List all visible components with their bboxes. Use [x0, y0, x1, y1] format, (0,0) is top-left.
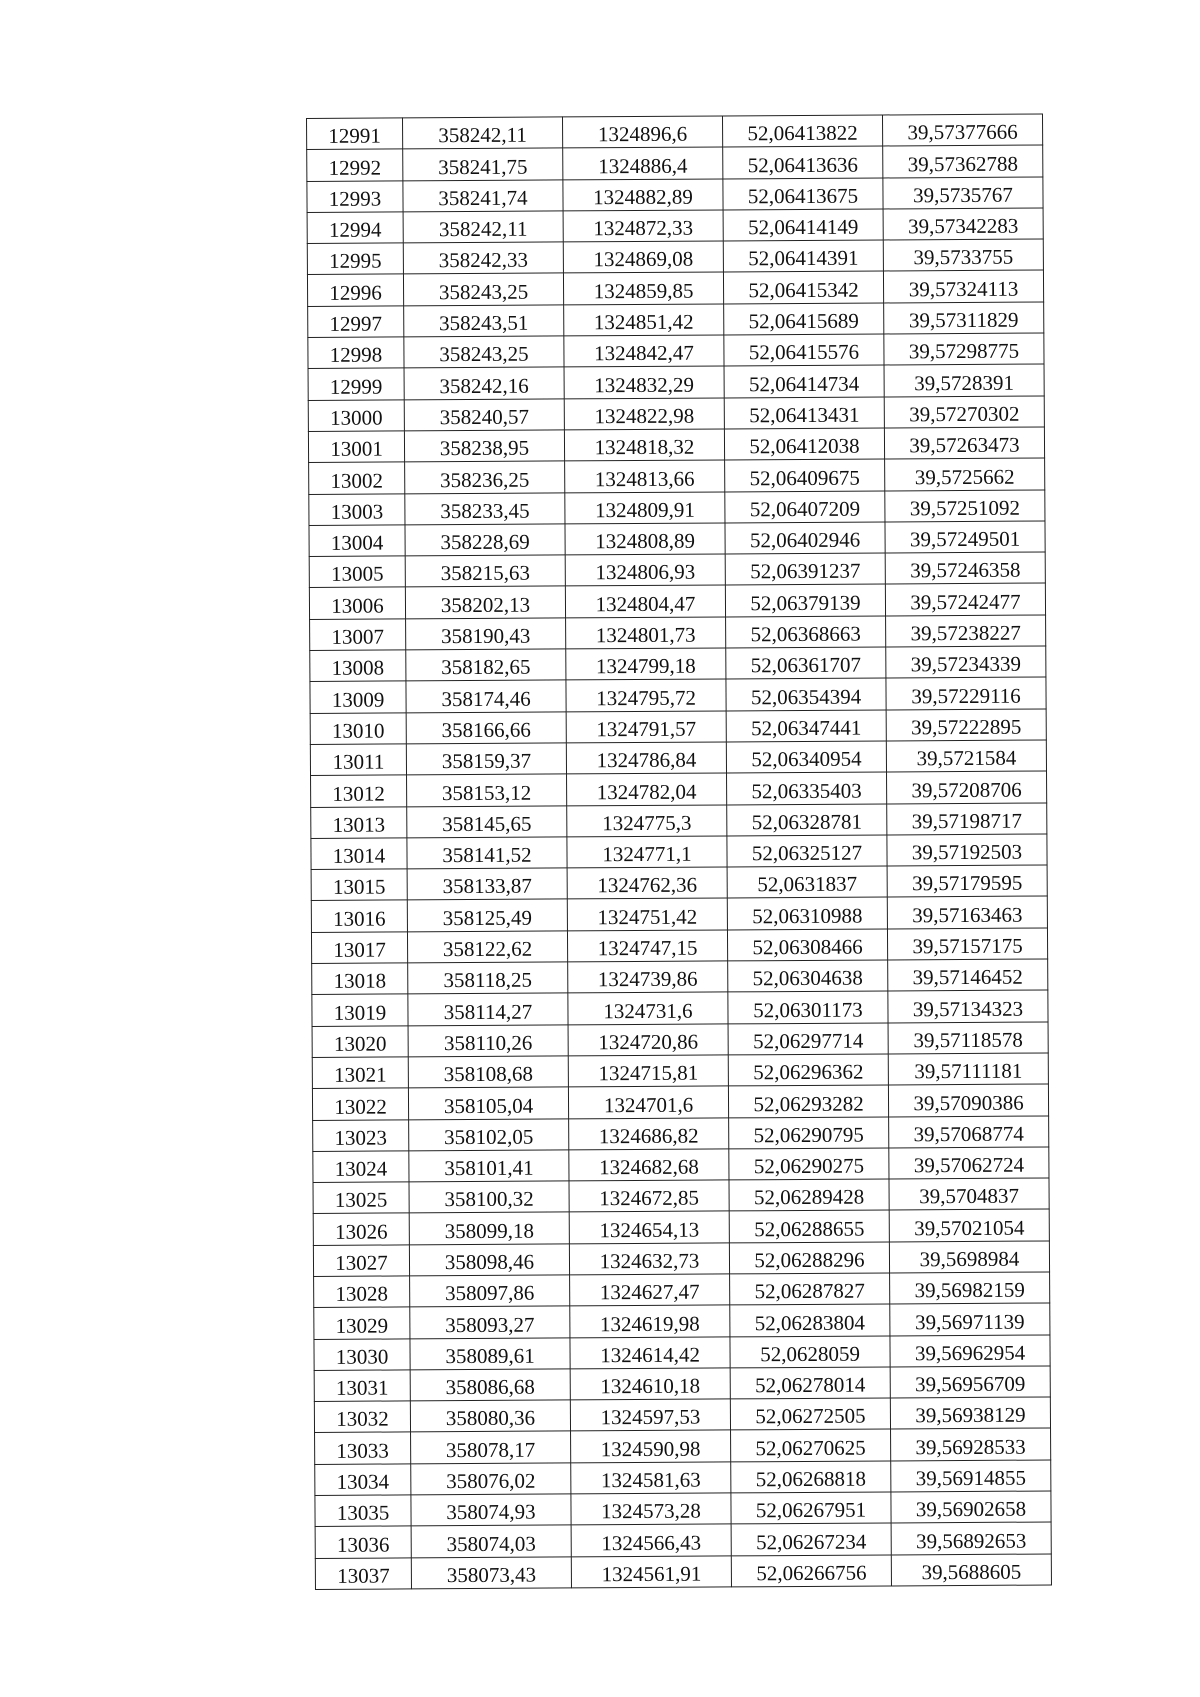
longitude-cell: 39,57192503: [887, 834, 1047, 866]
x-coordinate-cell: 358108,68: [408, 1056, 568, 1088]
latitude-cell: 52,06407209: [725, 491, 885, 523]
y-coordinate-cell: 1324786,84: [566, 742, 726, 774]
table-row: [315, 1522, 1051, 1558]
x-coordinate-cell: 358243,51: [404, 305, 564, 337]
x-coordinate-cell: 358089,61: [410, 1337, 570, 1369]
y-coordinate-cell: 1324720,86: [568, 1024, 728, 1056]
point-number-cell: 13011: [310, 744, 406, 776]
x-coordinate-cell: 358125,49: [407, 899, 567, 931]
longitude-cell: 39,57068774: [889, 1115, 1049, 1147]
table-row: [310, 740, 1046, 776]
y-coordinate-cell: 1324809,91: [565, 492, 725, 524]
longitude-cell: 39,57118578: [888, 1022, 1048, 1054]
coordinates-table: [306, 113, 1052, 1589]
longitude-cell: 39,57234339: [886, 646, 1046, 678]
y-coordinate-cell: 1324610,18: [570, 1368, 730, 1400]
longitude-cell: 39,57263473: [884, 427, 1044, 459]
x-coordinate-cell: 358202,13: [405, 586, 565, 618]
table-row: [309, 458, 1045, 494]
latitude-cell: 52,06304638: [728, 960, 888, 992]
x-coordinate-cell: 358243,25: [404, 336, 564, 368]
table-row: [311, 865, 1047, 901]
y-coordinate-cell: 1324859,85: [563, 272, 723, 304]
longitude-cell: 39,57251092: [885, 490, 1045, 522]
latitude-cell: 52,06413822: [722, 115, 882, 147]
longitude-cell: 39,57134323: [888, 990, 1048, 1022]
longitude-cell: 39,57238227: [886, 615, 1046, 647]
latitude-cell: 52,06296362: [728, 1054, 888, 1086]
point-number-cell: 13028: [314, 1276, 410, 1308]
point-number-cell: 13008: [310, 650, 406, 682]
table-row: [311, 771, 1047, 807]
point-number-cell: 13000: [308, 400, 404, 432]
table-row: [315, 1491, 1051, 1527]
table-row: [308, 302, 1044, 338]
y-coordinate-cell: 1324832,29: [564, 366, 724, 398]
longitude-cell: 39,57111181: [888, 1053, 1048, 1085]
latitude-cell: 52,06310988: [727, 897, 887, 929]
y-coordinate-cell: 1324886,4: [563, 147, 723, 179]
x-coordinate-cell: 358241,75: [403, 148, 563, 180]
latitude-cell: 52,06414391: [723, 240, 883, 272]
table-row: [310, 615, 1046, 651]
table-row: [311, 896, 1047, 932]
x-coordinate-cell: 358242,16: [404, 367, 564, 399]
point-number-cell: 13032: [314, 1401, 410, 1433]
point-number-cell: 13035: [315, 1495, 411, 1527]
latitude-cell: 52,06289428: [729, 1179, 889, 1211]
latitude-cell: 52,06415576: [724, 334, 884, 366]
latitude-cell: 52,06278014: [730, 1367, 890, 1399]
table-row: [308, 333, 1044, 369]
longitude-cell: 39,56928533: [891, 1428, 1051, 1460]
latitude-cell: 52,06414734: [724, 365, 884, 397]
latitude-cell: 52,06335403: [727, 772, 887, 804]
latitude-cell: 52,06290275: [729, 1148, 889, 1180]
table-row: [307, 114, 1043, 150]
y-coordinate-cell: 1324771,1: [567, 836, 727, 868]
latitude-cell: 52,06379139: [725, 584, 885, 616]
longitude-cell: 39,56962954: [890, 1335, 1050, 1367]
table-row: [309, 583, 1045, 619]
longitude-cell: 39,56971139: [890, 1303, 1050, 1335]
x-coordinate-cell: 358118,25: [408, 962, 568, 994]
latitude-cell: 52,0628059: [730, 1336, 890, 1368]
y-coordinate-cell: 1324808,89: [565, 523, 725, 555]
y-coordinate-cell: 1324566,43: [571, 1524, 731, 1556]
table-row: [310, 646, 1046, 682]
table-row: [307, 270, 1043, 306]
point-number-cell: 13009: [310, 681, 406, 713]
latitude-cell: 52,06270625: [731, 1429, 891, 1461]
x-coordinate-cell: 358114,27: [408, 993, 568, 1025]
x-coordinate-cell: 358228,69: [405, 524, 565, 556]
point-number-cell: 13021: [312, 1057, 408, 1089]
longitude-cell: 39,56938129: [890, 1397, 1050, 1429]
longitude-cell: 39,57246358: [885, 552, 1045, 584]
table-row: [315, 1428, 1051, 1464]
longitude-cell: 39,56956709: [890, 1366, 1050, 1398]
table-row: [312, 1084, 1048, 1120]
y-coordinate-cell: 1324654,13: [569, 1211, 729, 1243]
latitude-cell: 52,06268818: [731, 1461, 891, 1493]
table-row: [315, 1554, 1051, 1590]
point-number-cell: 13003: [309, 493, 405, 525]
latitude-cell: 52,06328781: [727, 803, 887, 835]
table-row: [309, 490, 1045, 526]
y-coordinate-cell: 1324851,42: [564, 304, 724, 336]
point-number-cell: 13025: [313, 1182, 409, 1214]
point-number-cell: 13005: [309, 556, 405, 588]
y-coordinate-cell: 1324581,63: [571, 1462, 731, 1494]
longitude-cell: 39,57324113: [883, 270, 1043, 302]
latitude-cell: 52,06288655: [729, 1210, 889, 1242]
longitude-cell: 39,56902658: [891, 1491, 1051, 1523]
point-number-cell: 13029: [314, 1307, 410, 1339]
x-coordinate-cell: 358086,68: [410, 1369, 570, 1401]
y-coordinate-cell: 1324715,81: [568, 1055, 728, 1087]
x-coordinate-cell: 358153,12: [407, 774, 567, 806]
point-number-cell: 13024: [313, 1151, 409, 1183]
point-number-cell: 13020: [312, 1026, 408, 1058]
y-coordinate-cell: 1324739,86: [568, 961, 728, 993]
table-row: [313, 1115, 1049, 1151]
point-number-cell: 13019: [312, 994, 408, 1026]
point-number-cell: 13015: [311, 869, 407, 901]
longitude-cell: 39,57163463: [887, 896, 1047, 928]
longitude-cell: 39,57157175: [887, 928, 1047, 960]
y-coordinate-cell: 1324597,53: [570, 1399, 730, 1431]
x-coordinate-cell: 358074,03: [411, 1525, 571, 1557]
latitude-cell: 52,06267951: [731, 1492, 891, 1524]
table-row: [307, 208, 1043, 244]
point-number-cell: 12997: [308, 306, 404, 338]
point-number-cell: 13036: [315, 1526, 411, 1558]
y-coordinate-cell: 1324801,73: [566, 617, 726, 649]
y-coordinate-cell: 1324806,93: [565, 554, 725, 586]
x-coordinate-cell: 358141,52: [407, 837, 567, 869]
point-number-cell: 13018: [312, 963, 408, 995]
x-coordinate-cell: 358101,41: [409, 1150, 569, 1182]
latitude-cell: 52,06347441: [726, 710, 886, 742]
table-row: [314, 1335, 1050, 1371]
y-coordinate-cell: 1324747,15: [567, 930, 727, 962]
x-coordinate-cell: 358215,63: [405, 555, 565, 587]
y-coordinate-cell: 1324573,28: [571, 1493, 731, 1525]
latitude-cell: 52,0631837: [727, 866, 887, 898]
longitude-cell: 39,57208706: [887, 771, 1047, 803]
table-row: [313, 1209, 1049, 1245]
longitude-cell: 39,57062724: [889, 1147, 1049, 1179]
latitude-cell: 52,06308466: [727, 929, 887, 961]
x-coordinate-cell: 358190,43: [406, 618, 566, 650]
x-coordinate-cell: 358243,25: [403, 273, 563, 305]
coordinates-table-body: [307, 114, 1052, 1589]
y-coordinate-cell: 1324731,6: [568, 992, 728, 1024]
latitude-cell: 52,06287827: [730, 1273, 890, 1305]
x-coordinate-cell: 358105,04: [408, 1087, 568, 1119]
point-number-cell: 13033: [315, 1432, 411, 1464]
longitude-cell: 39,5688605: [891, 1554, 1051, 1586]
y-coordinate-cell: 1324627,47: [570, 1274, 730, 1306]
table-row: [312, 959, 1048, 995]
table-row: [312, 990, 1048, 1026]
latitude-cell: 52,06391237: [725, 553, 885, 585]
x-coordinate-cell: 358240,57: [404, 399, 564, 431]
latitude-cell: 52,06402946: [725, 522, 885, 554]
table-row: [314, 1397, 1050, 1433]
x-coordinate-cell: 358238,95: [404, 430, 564, 462]
latitude-cell: 52,06414149: [723, 209, 883, 241]
table-row: [314, 1272, 1050, 1308]
longitude-cell: 39,57242477: [885, 583, 1045, 615]
longitude-cell: 39,56914855: [891, 1460, 1051, 1492]
point-number-cell: 13034: [315, 1464, 411, 1496]
y-coordinate-cell: 1324882,89: [563, 179, 723, 211]
x-coordinate-cell: 358080,36: [410, 1400, 570, 1432]
longitude-cell: 39,57298775: [884, 333, 1044, 365]
longitude-cell: 39,57229116: [886, 677, 1046, 709]
point-number-cell: 12991: [307, 118, 403, 150]
x-coordinate-cell: 358166,66: [406, 712, 566, 744]
table-row: [315, 1460, 1051, 1496]
x-coordinate-cell: 358122,62: [407, 931, 567, 963]
table-row: [312, 1053, 1048, 1089]
point-number-cell: 13004: [309, 525, 405, 557]
y-coordinate-cell: 1324804,47: [565, 585, 725, 617]
point-number-cell: 13014: [311, 838, 407, 870]
table-row: [307, 239, 1043, 275]
longitude-cell: 39,57222895: [886, 709, 1046, 741]
point-number-cell: 13012: [311, 775, 407, 807]
longitude-cell: 39,57249501: [885, 521, 1045, 553]
table-row: [309, 552, 1045, 588]
latitude-cell: 52,06413636: [723, 146, 883, 178]
point-number-cell: 13002: [309, 462, 405, 494]
x-coordinate-cell: 358145,65: [407, 805, 567, 837]
x-coordinate-cell: 358093,27: [410, 1306, 570, 1338]
y-coordinate-cell: 1324672,85: [569, 1180, 729, 1212]
x-coordinate-cell: 358102,05: [409, 1118, 569, 1150]
x-coordinate-cell: 358100,32: [409, 1181, 569, 1213]
longitude-cell: 39,57198717: [887, 803, 1047, 835]
x-coordinate-cell: 358242,11: [403, 211, 563, 243]
longitude-cell: 39,57342283: [883, 208, 1043, 240]
table-row: [308, 427, 1044, 463]
x-coordinate-cell: 358133,87: [407, 868, 567, 900]
longitude-cell: 39,56892653: [891, 1522, 1051, 1554]
point-number-cell: 12998: [308, 337, 404, 369]
y-coordinate-cell: 1324701,6: [568, 1086, 728, 1118]
x-coordinate-cell: 358242,11: [403, 117, 563, 149]
y-coordinate-cell: 1324791,57: [566, 711, 726, 743]
latitude-cell: 52,06415342: [723, 271, 883, 303]
table-row: [312, 1022, 1048, 1058]
y-coordinate-cell: 1324813,66: [565, 460, 725, 492]
y-coordinate-cell: 1324590,98: [571, 1430, 731, 1462]
table-row: [313, 1147, 1049, 1183]
table-row: [308, 396, 1044, 432]
point-number-cell: 13013: [311, 806, 407, 838]
latitude-cell: 52,06267234: [731, 1523, 891, 1555]
y-coordinate-cell: 1324619,98: [570, 1305, 730, 1337]
longitude-cell: 39,57311829: [884, 302, 1044, 334]
latitude-cell: 52,06288296: [729, 1242, 889, 1274]
table-row: [313, 1178, 1049, 1214]
y-coordinate-cell: 1324818,32: [564, 429, 724, 461]
point-number-cell: 13037: [315, 1558, 411, 1590]
y-coordinate-cell: 1324682,68: [569, 1149, 729, 1181]
latitude-cell: 52,06368663: [726, 616, 886, 648]
longitude-cell: 39,5733755: [883, 239, 1043, 271]
point-number-cell: 13030: [314, 1338, 410, 1370]
point-number-cell: 12992: [307, 149, 403, 181]
longitude-cell: 39,5704837: [889, 1178, 1049, 1210]
table-row: [307, 145, 1043, 181]
point-number-cell: 12999: [308, 368, 404, 400]
latitude-cell: 52,06301173: [728, 991, 888, 1023]
y-coordinate-cell: 1324782,04: [567, 773, 727, 805]
latitude-cell: 52,06340954: [726, 741, 886, 773]
point-number-cell: 12993: [307, 181, 403, 213]
point-number-cell: 13007: [310, 619, 406, 651]
y-coordinate-cell: 1324795,72: [566, 679, 726, 711]
point-number-cell: 13027: [313, 1245, 409, 1277]
point-number-cell: 13006: [309, 587, 405, 619]
table-row: [310, 677, 1046, 713]
table-row: [307, 177, 1043, 213]
y-coordinate-cell: 1324775,3: [567, 804, 727, 836]
latitude-cell: 52,06293282: [728, 1085, 888, 1117]
y-coordinate-cell: 1324686,82: [569, 1117, 729, 1149]
latitude-cell: 52,06266756: [731, 1555, 891, 1587]
y-coordinate-cell: 1324632,73: [569, 1243, 729, 1275]
x-coordinate-cell: 358076,02: [411, 1463, 571, 1495]
point-number-cell: 12994: [307, 212, 403, 244]
x-coordinate-cell: 358098,46: [409, 1244, 569, 1276]
table-row: [314, 1303, 1050, 1339]
y-coordinate-cell: 1324842,47: [564, 335, 724, 367]
longitude-cell: 39,57179595: [887, 865, 1047, 897]
latitude-cell: 52,06325127: [727, 835, 887, 867]
longitude-cell: 39,5698984: [889, 1241, 1049, 1273]
x-coordinate-cell: 358097,86: [410, 1275, 570, 1307]
longitude-cell: 39,57270302: [884, 396, 1044, 428]
point-number-cell: 13026: [313, 1213, 409, 1245]
table-row: [311, 928, 1047, 964]
longitude-cell: 39,57021054: [889, 1209, 1049, 1241]
x-coordinate-cell: 358074,93: [411, 1494, 571, 1526]
point-number-cell: 13031: [314, 1370, 410, 1402]
x-coordinate-cell: 358174,46: [406, 680, 566, 712]
longitude-cell: 39,57146452: [888, 959, 1048, 991]
latitude-cell: 52,06361707: [726, 647, 886, 679]
latitude-cell: 52,06409675: [725, 459, 885, 491]
point-number-cell: 13023: [313, 1119, 409, 1151]
table-row: [314, 1366, 1050, 1402]
latitude-cell: 52,06412038: [724, 428, 884, 460]
longitude-cell: 39,5735767: [883, 177, 1043, 209]
table-row: [309, 521, 1045, 557]
y-coordinate-cell: 1324869,08: [563, 241, 723, 273]
x-coordinate-cell: 358236,25: [405, 461, 565, 493]
x-coordinate-cell: 358078,17: [411, 1431, 571, 1463]
longitude-cell: 39,57362788: [883, 145, 1043, 177]
point-number-cell: 13010: [310, 713, 406, 745]
point-number-cell: 12996: [307, 274, 403, 306]
table-row: [310, 709, 1046, 745]
x-coordinate-cell: 358073,43: [411, 1557, 571, 1589]
latitude-cell: 52,06413675: [723, 178, 883, 210]
y-coordinate-cell: 1324872,33: [563, 210, 723, 242]
longitude-cell: 39,5728391: [884, 364, 1044, 396]
latitude-cell: 52,06415689: [724, 303, 884, 335]
y-coordinate-cell: 1324762,36: [567, 867, 727, 899]
x-coordinate-cell: 358110,26: [408, 1025, 568, 1057]
y-coordinate-cell: 1324614,42: [570, 1337, 730, 1369]
longitude-cell: 39,57377666: [882, 114, 1042, 146]
latitude-cell: 52,06272505: [730, 1398, 890, 1430]
x-coordinate-cell: 358241,74: [403, 180, 563, 212]
latitude-cell: 52,06283804: [730, 1304, 890, 1336]
y-coordinate-cell: 1324799,18: [566, 648, 726, 680]
point-number-cell: 12995: [307, 243, 403, 275]
latitude-cell: 52,06413431: [724, 397, 884, 429]
longitude-cell: 39,57090386: [888, 1084, 1048, 1116]
latitude-cell: 52,06297714: [728, 1023, 888, 1055]
point-number-cell: 13022: [312, 1088, 408, 1120]
table-row: [311, 834, 1047, 870]
y-coordinate-cell: 1324561,91: [571, 1556, 731, 1588]
point-number-cell: 13017: [311, 932, 407, 964]
table-row: [313, 1241, 1049, 1277]
longitude-cell: 39,5721584: [886, 740, 1046, 772]
y-coordinate-cell: 1324896,6: [562, 116, 722, 148]
x-coordinate-cell: 358159,37: [406, 743, 566, 775]
point-number-cell: 13001: [308, 431, 404, 463]
latitude-cell: 52,06354394: [726, 678, 886, 710]
x-coordinate-cell: 358182,65: [406, 649, 566, 681]
y-coordinate-cell: 1324751,42: [567, 898, 727, 930]
latitude-cell: 52,06290795: [729, 1116, 889, 1148]
x-coordinate-cell: 358233,45: [405, 492, 565, 524]
point-number-cell: 13016: [311, 900, 407, 932]
x-coordinate-cell: 358242,33: [403, 242, 563, 274]
table-row: [311, 803, 1047, 839]
y-coordinate-cell: 1324822,98: [564, 398, 724, 430]
longitude-cell: 39,5725662: [885, 458, 1045, 490]
table-row: [308, 364, 1044, 400]
x-coordinate-cell: 358099,18: [409, 1212, 569, 1244]
longitude-cell: 39,56982159: [890, 1272, 1050, 1304]
